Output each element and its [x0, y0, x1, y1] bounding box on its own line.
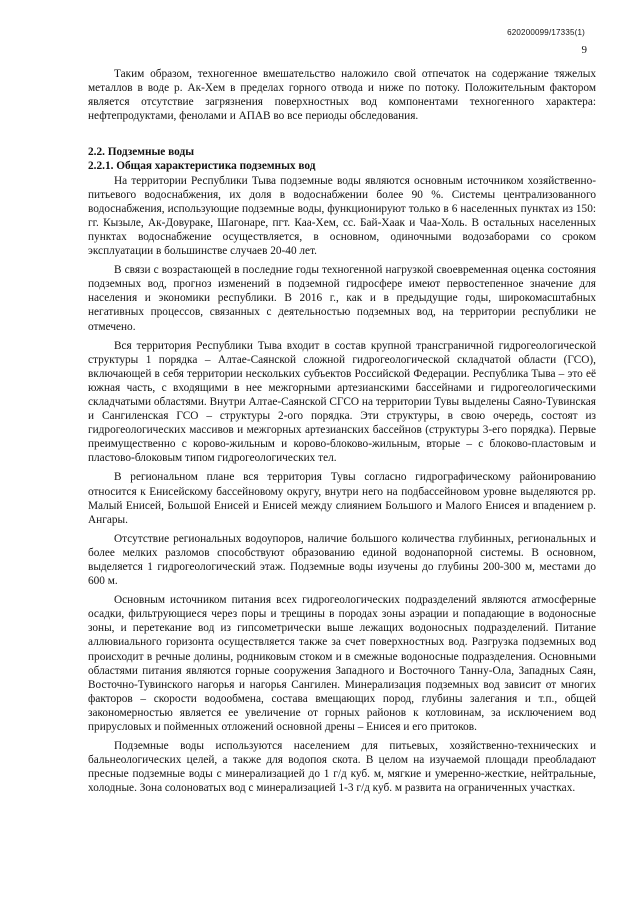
page-body	[88, 67, 596, 796]
body-paragraph: Вся территория Республики Тыва входит в состав крупной трансграничной гидрогеологической структуры 1 порядка – Алтае-Саянской сложной гидрогеологической складчатой области (ГСО), включающей в себя территории нескольких субъектов Российской Федерации. Республика Тыва – это её южная часть, с входящими в нее межгорными артезианскими бассейнами и гидрогеологическими складчатыми областями. Внутри Алтае-Саянской СГСО на территории Тувы выделены Саяно-Тувинская и Сангиленская ГСО – структуры 2-ого порядка. Эти структуры, в свою очередь, состоят из гидрогеологических массивов и межгорных артезианских бассейнов (структуры 3-его порядка). Первые преимущественно с корово-жильным и корово-блоково-жильным, вторые – с блоково-пластовым и пластово-блоковым типом гидрогеологических тел.	[88, 339, 596, 465]
intro-paragraph: Таким образом, техногенное вмешательство наложило свой отпечаток на содержание тяжелых металлов в воде р. Ак-Хем в пределах горного отвода и ниже по потоку. Положительным фактором является отсутствие загрязнения поверхностных вод компонентами техногенного характера: нефтепродуктами, фенолами и АПАВ во все периоды обследования.	[88, 68, 596, 123]
body-paragraph: На территории Республики Тыва подземные воды являются основным источником хозяйственно-питьевого водоснабжения, их доля в водоснабжении более 90 %. Системы централизованного водоснабжения, использующие подземные воды, функционируют только в 6 населенных пунктах из 150: гг. Кызыле, Ак-Довураке, Шагонаре, пгт. Каа-Хем, сс. Бай-Хаак и Чаа-Холь. В остальных населенных пунктах водоснабжение осуществляется, в основном, одиночными водозаборами со сроком эксплуатации в большинстве случаев 20-40 лет.	[88, 174, 596, 258]
section-heading: 2.2. Подземные воды	[88, 146, 195, 159]
body-paragraph: В региональном плане вся территория Тувы согласно гидрографическому районированию относится к Енисейскому бассейновому округу, внутри него на подбассейновом уровне выделяются рр. Малый Енисей, Большой Енисей и Енисей между слиянием Большого и Малого Енисея и впадением р. Ангары.	[88, 471, 596, 526]
document-id: 620200099/17335(1)	[507, 28, 585, 37]
subsection-heading: 2.2.1. Общая характеристика подземных вод	[88, 160, 316, 173]
body-paragraph: Основным источником питания всех гидрогеологических подразделений являются атмосферные осадки, фильтрующиеся через поры и трещины в породах зоны аэрации и попадающие в водоносные зоны, и перетекание вод из гипсометрически выше лежащих водоносных подразделений. Питание аллювиального горизонта осуществляется также за счет поверхностных вод. Разгрузка подземных вод происходит в речные долины, родниковым стоком и в смежные водоносные подразделения. Основными областями питания являются горные сооружения Западного и Восточного Танну-Ола, Западных Саян, Восточно-Тувинского нагорья и нагорья Сангилен. Минерализация подземных вод зависит от многих факторов – скорости водообмена, состава вмещающих пород, глубины залегания и т.п., общей закономерностью является ее увеличение от горных районов к котловинам, за исключением вод прирусловых и пойменных отложений основной дрены – Енисея и его притоков.	[88, 594, 596, 734]
body-paragraph: Отсутствие региональных водоупоров, наличие большого количества глубинных, региональных и более мелких разломов способствуют образованию единой водонапорной системы. В основном, выделяется 1 гидрогеологический этаж. Подземные воды изучены до глубины 200-300 м, местами до 600 м.	[88, 532, 596, 588]
body-paragraph: Подземные воды используются населением для питьевых, хозяйственно-технических и бальнеологических целей, а также для водопоя скота. В целом на изучаемой площади преобладают пресные подземные воды с минерализацией до 1 г/д куб. м, мягкие и умеренно-жесткие, нейтральные, холодные. Зона солоноватых вод с минерализацией 1-3 г/д куб. м развита на ограниченных участках.	[88, 740, 596, 795]
body-paragraph: В связи с возрастающей в последние годы техногенной нагрузкой своевременная оценка состояния подземных вод, прогноз изменений в подземной гидросфере имеют первостепенное значение для населения и экономики республики. В 2016 г., как и в предыдущие годы, широкомасштабных негативных процессов, связанных с деятельностью подземных вод, на территории республики не отмечено.	[88, 264, 596, 333]
page-number: 9	[581, 44, 587, 56]
